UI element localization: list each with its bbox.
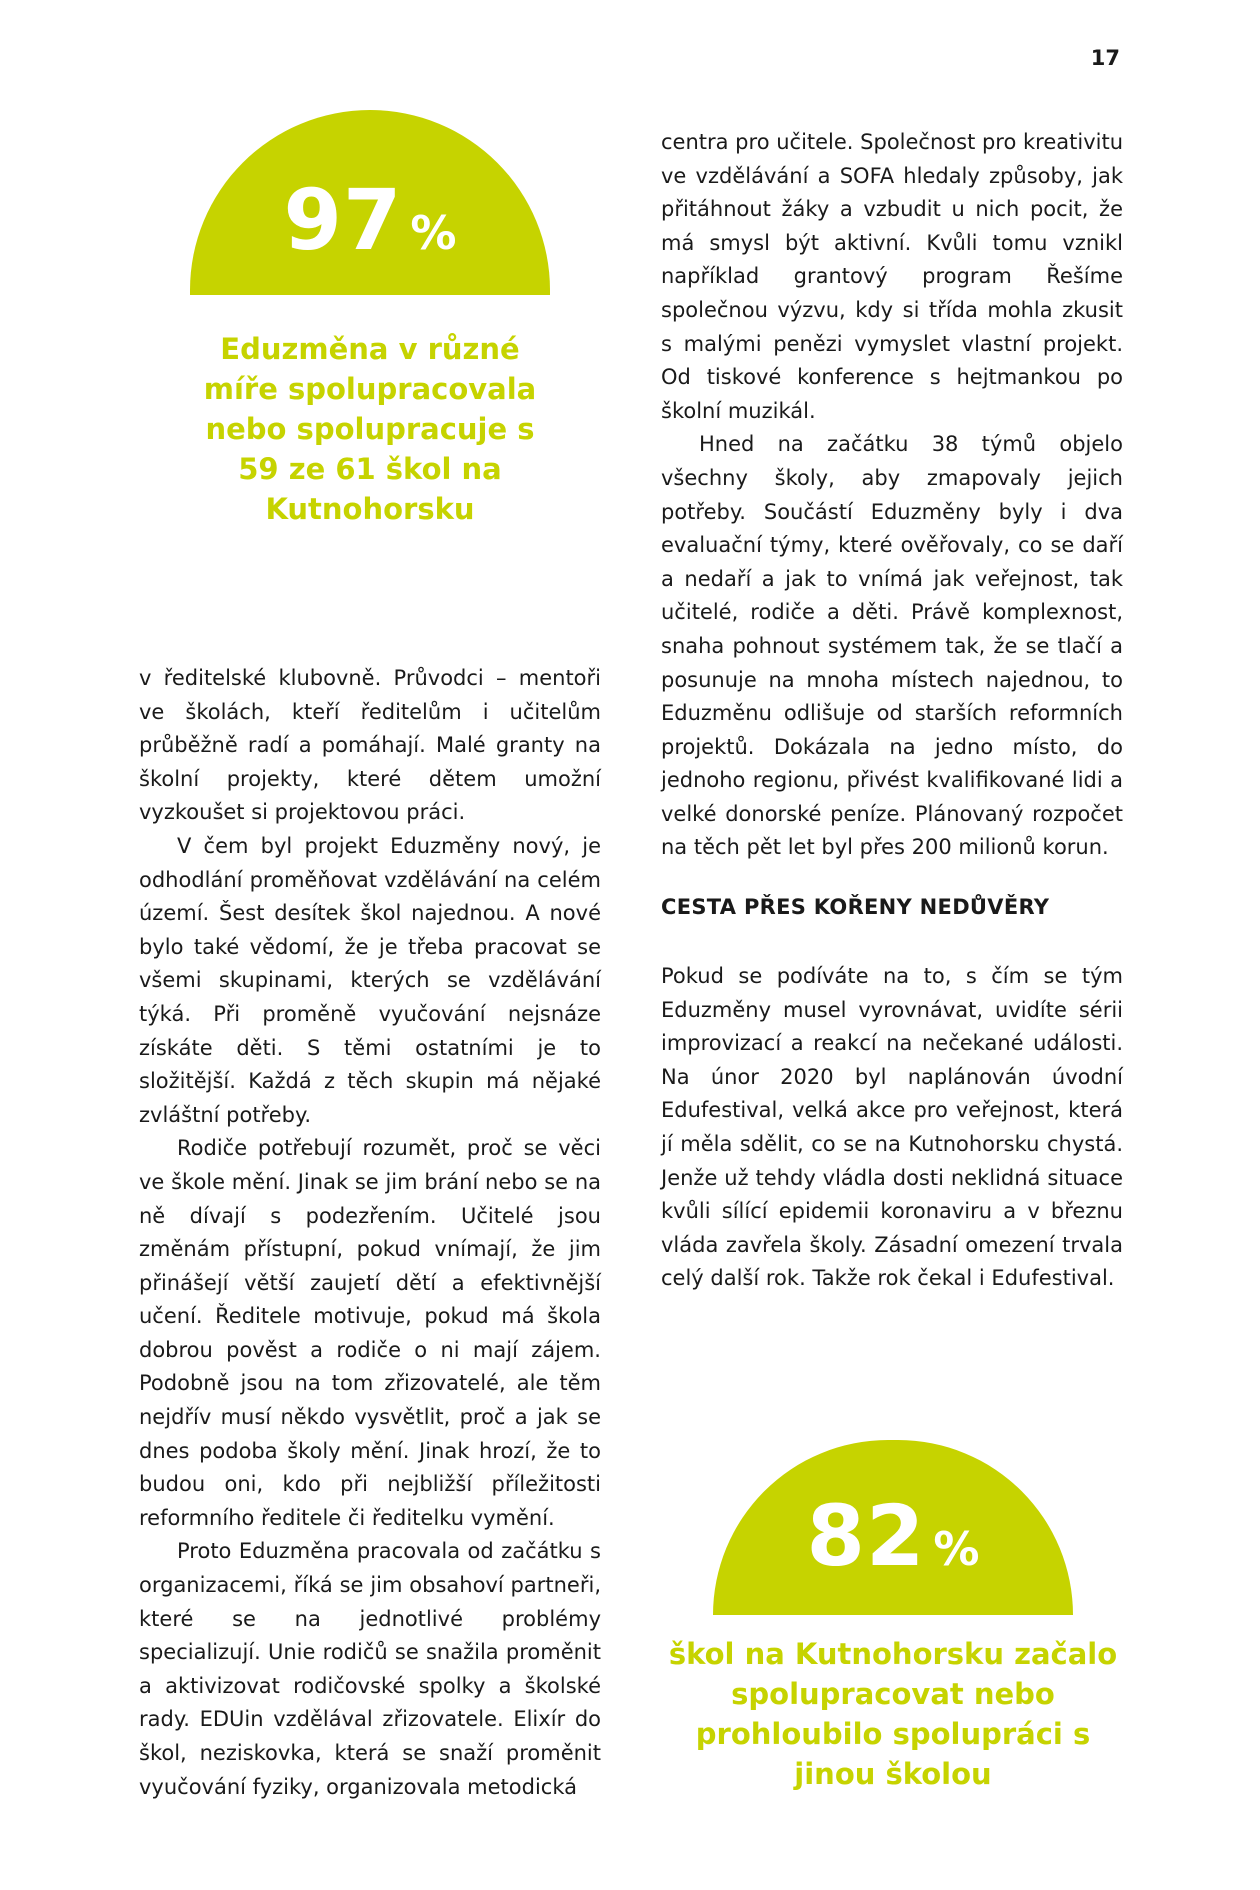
stat-bottom-value [713, 1487, 1073, 1585]
left-paragraph-2: V čem byl projekt Eduzměny nový, je odhodlání proměňovat vzdělávání na celém území. Šest desítek škol najednou. A nové bylo také vědomí, že je třeba pracovat se všemi skupinami, kterých se vzdělávání týká. Při proměně vyučování nejsnáze získáte děti. S těmi ostatními je to složitější. Každá z těch skupin má nějaké zvláštní potřeby. [139, 833, 601, 1127]
right-paragraph-2: Hned na začátku 38 týmů objelo všechny školy, aby zmapovaly jejich potřeby. Součástí Eduzměny byly i dva evaluační týmy, které ověřovaly, co se daří a nedaří a jak to vnímá jak veřejnost, tak učitelé, rodiče a děti. Právě komplexnost, snaha pohnout systémem tak, že se tlačí a posunuje na mnoha místech najednou, to Eduzměnu odlišuje od starších reformních projektů. Dokázala na jedno místo, do jednoho regionu, přivést kvalifikované lidi a velké donorské peníze. Plánovaný rozpočet na těch pět let byl přes 200 milionů korun. [661, 432, 1123, 860]
stat-top-value [190, 171, 550, 269]
right-column-top [661, 126, 1123, 865]
right-column-section [661, 960, 1123, 1296]
left-column [139, 662, 601, 1804]
left-paragraph-4: Proto Eduzměna pracovala od začátku s organizacemi, říká se jim obsahoví partneři, které se na jednotlivé problémy specializují. Unie rodičů se snažila proměnit a aktivizovat rodičovské spolky a školské rady. EDUin vzdělával zřizovatele. Elixír do škol, neziskovka, která se snaží proměnit vyučování fyziky, organizovala metodická [139, 1539, 601, 1799]
left-paragraph-3: Rodiče potřebují rozumět, proč se věci ve škole mění. Jinak se jim brání nebo se na ně dívají s podezřením. Učitelé jsou změnám přístupní, pokud vnímají, že jim přinášejí větší zaujetí dětí a efektivnější učení. Ředitele motivuje, pokud má škola dobrou pověst a rodiče o ni mají zájem. Podobně jsou na tom zřizovatelé, ale těm nejdřív musí někdo vysvětlit, proč a jak se dnes podoba školy mění. Jinak hrozí, že to budou oni, kdo při nejbližší příležitosti reformního ředitele či ředitelku vymění. [139, 1136, 601, 1530]
stat-bottom-unit: % [933, 1522, 980, 1576]
stat-bottom-number: 82 [806, 1487, 926, 1585]
section-paragraph: Pokud se podíváte na to, s čím se tým Eduzměny musel vyrovnávat, uvidíte sérii improvizací a reakcí na nečekané události. Na únor 2020 byl naplánován úvodní Edufestival, velká akce pro veřejnost, která jí měla sdělit, co se na Kutnohorsku chystá. Jenže už tehdy vládla dosti neklidná situace kvůli sílící epidemii koronaviru a v březnu vláda zavřela školy. Zásadní omezení trvala celý další rok. Takže rok čekal i Edufestival. [661, 964, 1123, 1291]
left-paragraph-1: v ředitelské klubovně. Průvodci – mentoři ve školách, kteří ředitelům i učitelům průběžně radí a pomáhají. Malé granty na školní projekty, které dětem umožní vyzkoušet si projektovou práci. [139, 666, 601, 825]
page-number: 17 [1090, 46, 1120, 70]
stat-top-unit: % [410, 206, 457, 260]
section-heading: CESTA PŘES KOŘENY NEDŮVĚRY [661, 895, 1050, 919]
stat-top-number: 97 [283, 171, 403, 269]
stat-bottom-caption: škol na Kutnohorsku začalo spolupracovat nebo prohloubilo spolupráci s jinou školou [668, 1637, 1118, 1791]
stat-top-caption: Eduzměna v různé míře spolupracovala nebo spolupracuje s 59 ze 61 škol na Kutnohorsku [203, 332, 537, 526]
right-paragraph-1: centra pro učitele. Společnost pro kreativitu ve vzdělávání a SOFA hledaly způsoby, jak přitáhnout žáky a vzbudit u nich pocit, že má smysl být aktivní. Kvůli tomu vznikl například grantový program Řešíme společnou výzvu, kdy si třída mohla zkusit s malými penězi vymyslet vlastní projekt. Od tiskové konference s hejtmankou po školní muzikál. [661, 130, 1123, 423]
